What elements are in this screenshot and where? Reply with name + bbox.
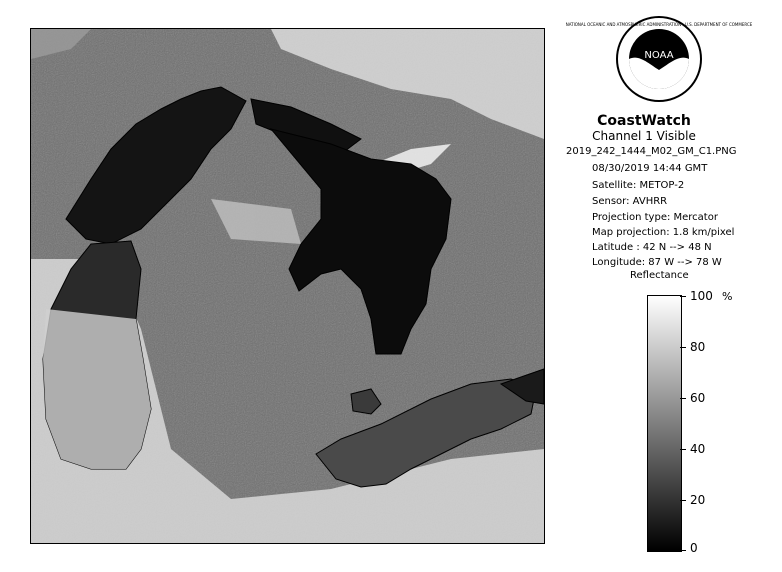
projection-type-text: Projection type: Mercator: [592, 212, 718, 223]
scale-tick-label: 0: [690, 541, 698, 555]
sensor-text: Sensor: AVHRR: [592, 196, 668, 207]
noaa-logo-icon: [565, 14, 753, 104]
scale-tick-label: 80: [690, 340, 706, 354]
scale-tick-label: 40: [690, 442, 706, 456]
reflectance-colorbar: [647, 295, 682, 552]
scale-tick: [680, 500, 686, 501]
scale-title: Reflectance: [630, 270, 689, 281]
map-canvas: [31, 29, 544, 543]
latitude-text: Latitude : 42 N --> 48 N: [592, 242, 712, 253]
logo-ring-text: NATIONAL OCEANIC AND ATMOSPHERIC ADMINISTRATION · U.S. DEPARTMENT OF COMMERCE: [565, 22, 753, 27]
satellite-map: [30, 28, 545, 544]
scale-tick-label: 100: [690, 289, 713, 303]
logo-label: NOAA: [644, 50, 674, 61]
longitude-text: Longitude: 87 W --> 78 W: [592, 257, 722, 268]
map-projection-text: Map projection: 1.8 km/pixel: [592, 227, 735, 238]
scale-tick-label: 20: [690, 493, 706, 507]
scale-tick-label: 60: [690, 391, 706, 405]
file-name: 2019_242_1444_M02_GM_C1.PNG: [566, 146, 737, 157]
scale-tick: [680, 398, 686, 399]
scale-unit: %: [722, 290, 733, 303]
satellite-text: Satellite: METOP-2: [592, 180, 685, 191]
noaa-logo: [565, 14, 753, 104]
scale-tick: [680, 296, 686, 297]
scale-tick: [680, 550, 686, 551]
datetime-text: 08/30/2019 14:44 GMT: [592, 163, 708, 174]
product-title: CoastWatch: [597, 113, 691, 129]
scale-tick: [680, 449, 686, 450]
lake-michigan-cloud: [43, 309, 151, 469]
channel-subtitle: Channel 1 Visible: [592, 129, 696, 143]
scale-tick: [680, 347, 686, 348]
